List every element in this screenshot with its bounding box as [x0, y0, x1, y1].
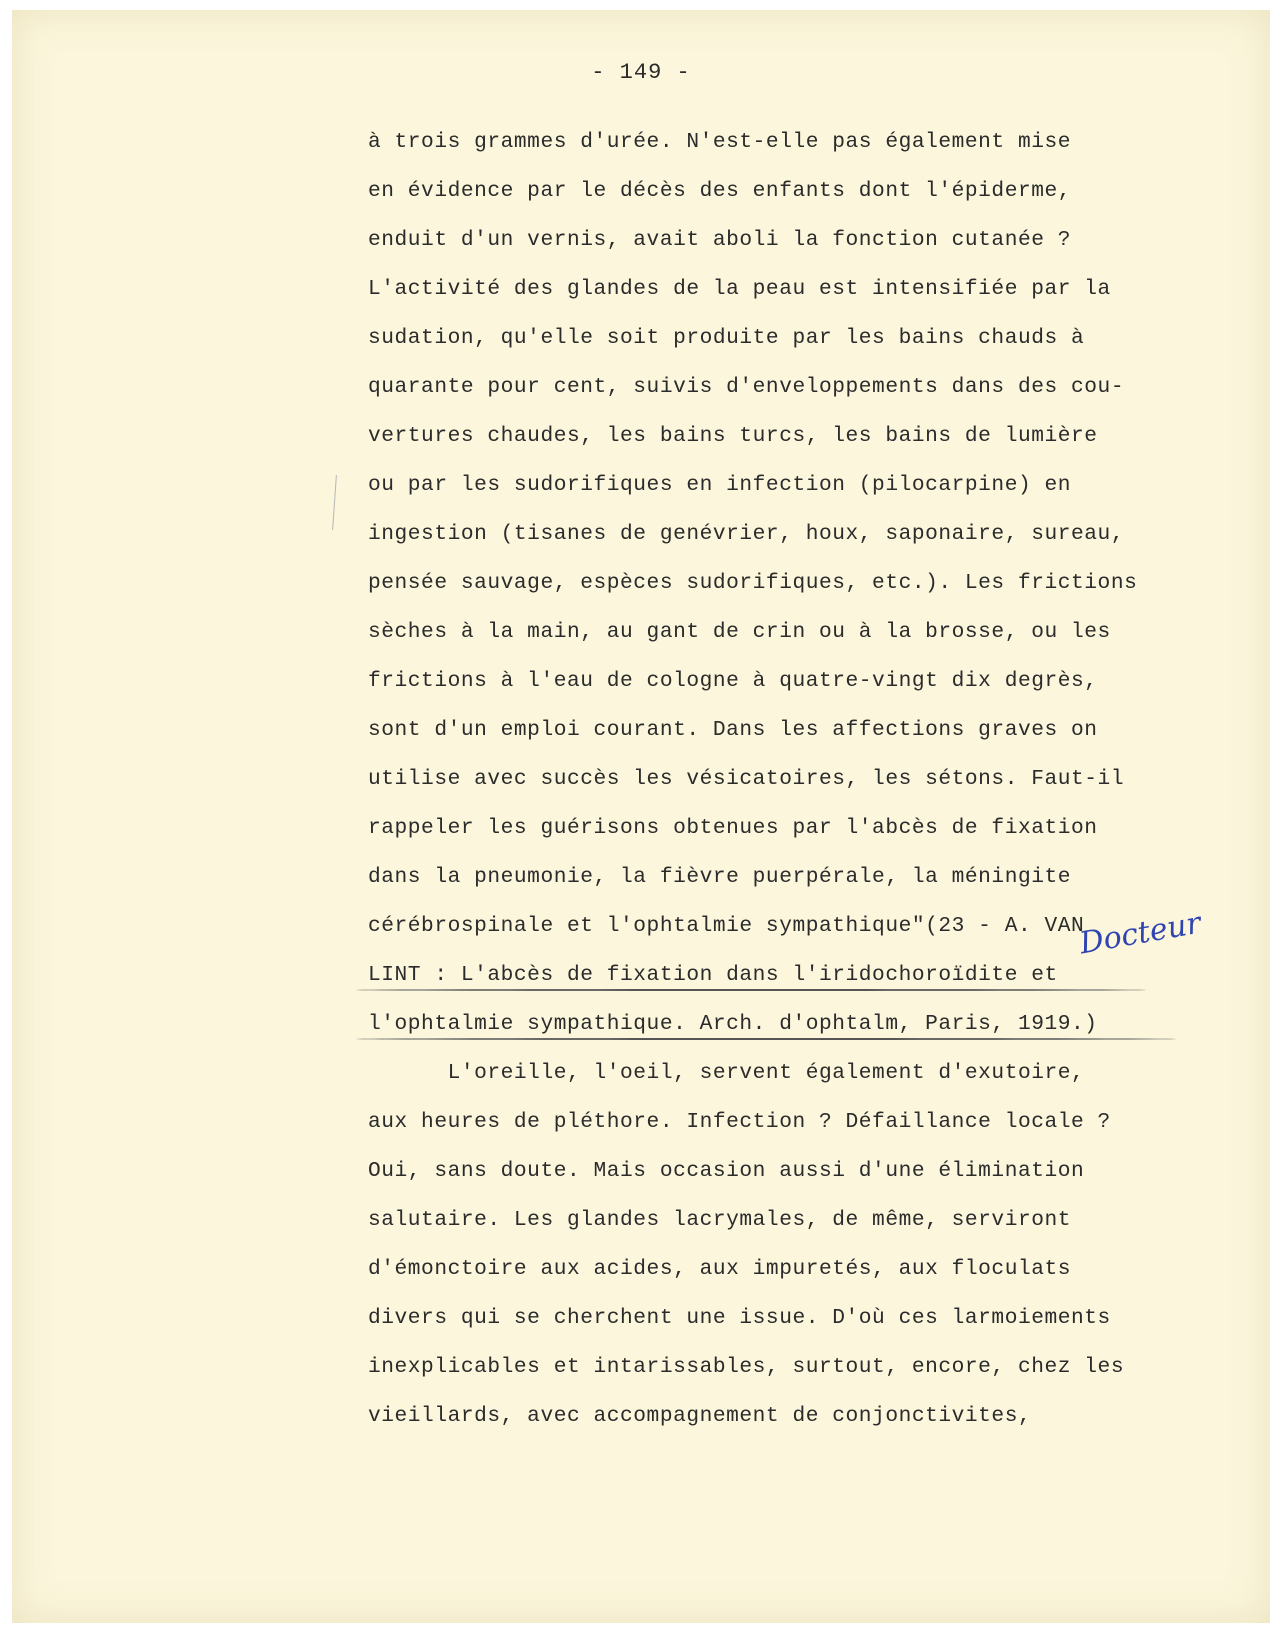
- text-line: pensée sauvage, espèces sudorifiques, etc.). Les frictions: [368, 571, 1138, 595]
- text-line: d'émonctoire aux acides, aux impuretés, aux floculats: [368, 1257, 1072, 1281]
- text-line: L'activité des glandes de la peau est intensifiée par la: [368, 277, 1111, 301]
- text-line: enduit d'un vernis, avait aboli la fonction cutanée ?: [368, 228, 1072, 252]
- text-line: sèches à la main, au gant de crin ou à la brosse, ou les: [368, 620, 1111, 644]
- text-line: rappeler les guérisons obtenues par l'abcès de fixation: [368, 816, 1098, 840]
- text-line: l'ophtalmie sympathique. Arch. d'ophtalm, Paris, 1919.): [368, 1012, 1098, 1036]
- text-line: cérébrospinale et l'ophtalmie sympathique"(23 - A. VAN: [368, 914, 1085, 938]
- text-line: sudation, qu'elle soit produite par les bains chauds à: [368, 326, 1085, 350]
- reference-underline: [356, 1038, 1176, 1040]
- page-number: - 149 -: [591, 60, 691, 85]
- text-line: vertures chaudes, les bains turcs, les bains de lumière: [368, 424, 1098, 448]
- text-line: Oui, sans doute. Mais occasion aussi d'une élimination: [368, 1159, 1085, 1183]
- reference-underline: [356, 989, 1146, 991]
- text-line: L'oreille, l'oeil, servent également d'exutoire,: [368, 1061, 1085, 1085]
- text-line: inexplicables et intarissables, surtout, encore, chez les: [368, 1355, 1125, 1379]
- text-line: utilise avec succès les vésicatoires, les sétons. Faut-il: [368, 767, 1125, 791]
- text-line: ou par les sudorifiques en infection (pilocarpine) en: [368, 473, 1072, 497]
- text-line: à trois grammes d'urée. N'est-elle pas également mise: [368, 130, 1072, 154]
- margin-pencil-mark: [332, 475, 337, 530]
- text-line: divers qui se cherchent une issue. D'où ces larmoiements: [368, 1306, 1111, 1330]
- text-line: ingestion (tisanes de genévrier, houx, saponaire, sureau,: [368, 522, 1125, 546]
- text-line: vieillards, avec accompagnement de conjonctivites,: [368, 1404, 1032, 1428]
- text-line: aux heures de pléthore. Infection ? Défaillance locale ?: [368, 1110, 1111, 1134]
- document-page: [12, 10, 1270, 1623]
- text-line: frictions à l'eau de cologne à quatre-vingt dix degrès,: [368, 669, 1098, 693]
- text-line: quarante pour cent, suivis d'enveloppements dans des cou-: [368, 375, 1125, 399]
- text-line: sont d'un emploi courant. Dans les affections graves on: [368, 718, 1098, 742]
- text-line: en évidence par le décès des enfants dont l'épiderme,: [368, 179, 1072, 203]
- text-line: dans la pneumonie, la fièvre puerpérale, la méningite: [368, 865, 1072, 889]
- handwritten-annotation: Docteur: [1076, 905, 1204, 962]
- text-line: salutaire. Les glandes lacrymales, de même, serviront: [368, 1208, 1072, 1232]
- text-line: LINT : L'abcès de fixation dans l'iridochoroïdite et: [368, 963, 1058, 987]
